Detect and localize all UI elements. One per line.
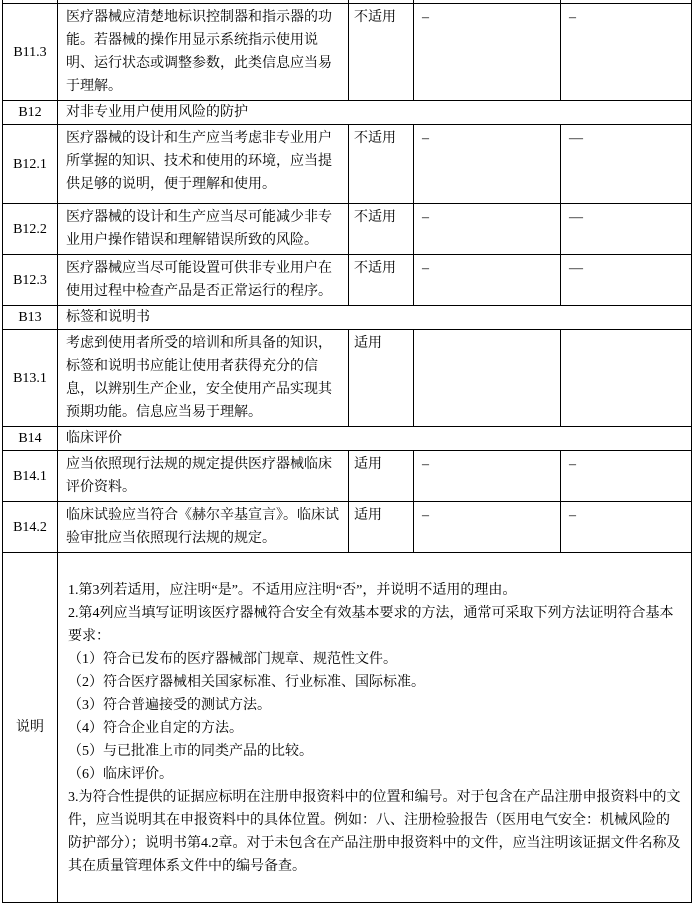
- method-cell: –: [414, 125, 561, 204]
- table-row-section-b12: [3, 101, 692, 125]
- section-title-cell: 对非专业用户使用风险的防护: [58, 101, 692, 125]
- table-row-b12-2: [3, 204, 692, 255]
- applicable-cell: 适用: [349, 451, 414, 502]
- note-paragraph: （2）符合医疗器械相关国家标准、行业标准、国际标准。: [68, 675, 425, 690]
- method-cell: –: [414, 502, 561, 553]
- table-row-section-b14: [3, 427, 692, 451]
- row-id-cell: B12.3: [3, 255, 58, 306]
- note-paragraph: （5）与已批准上市的同类产品的比较。: [68, 744, 313, 759]
- requirement-cell: 考虑到使用者所受的培训和所具备的知识，标签和说明书应能让使用者获得充分的信息，以辨别生产企业，安全使用产品实现其预期功能。信息应当易于理解。: [58, 330, 349, 427]
- note-paragraph: （3）符合普遍接受的测试方法。: [68, 698, 271, 713]
- requirement-cell: 医疗器械应当尽可能设置可供非专业用户在使用过程中检查产品是否正常运行的程序。: [58, 255, 349, 306]
- row-id-cell: B12.2: [3, 204, 58, 255]
- note-paragraph: 2.第4列应当填写证明该医疗器械符合安全有效基本要求的方法，通常可采取下列方法证明符合基本要求：: [68, 606, 674, 644]
- applicable-cell: 不适用: [349, 4, 414, 101]
- evidence-cell: [561, 330, 692, 427]
- row-id-cell: B13.1: [3, 330, 58, 427]
- table-row-b11-3: [3, 4, 692, 101]
- table-row-b13-1: [3, 330, 692, 427]
- table-row-b14-1: [3, 451, 692, 502]
- table-row-notes: [3, 553, 692, 903]
- table-row-b12-3: [3, 255, 692, 306]
- section-title-cell: 标签和说明书: [58, 306, 692, 330]
- method-cell: –: [414, 204, 561, 255]
- table-row-b12-1: [3, 125, 692, 204]
- row-id-cell: B12.1: [3, 125, 58, 204]
- note-paragraph: 3.为符合性提供的证据应标明在注册申报资料中的位置和编号。对于包含在产品注册申报资料中的文件，应当说明其在申报资料中的具体位置。例如：八、注册检验报告（医用电气安全：机械风险的防护部分）；说明书第4.2章。对于未包含在产品注册申报资料中的文件，应当注明该证据文件名称及其在质量管理体系文件中的编号备查。: [68, 790, 681, 874]
- applicable-cell: 不适用: [349, 204, 414, 255]
- evidence-cell: —: [561, 125, 692, 204]
- table-row-b14-2: [3, 502, 692, 553]
- evidence-cell: –: [561, 4, 692, 101]
- row-id-cell: B11.3: [3, 4, 58, 101]
- row-id-cell: B14.2: [3, 502, 58, 553]
- section-id-cell: B13: [3, 306, 58, 330]
- notes-content-cell: [58, 553, 692, 903]
- requirement-cell: 医疗器械的设计和生产应当考虑非专业用户所掌握的知识、技术和使用的环境，应当提供足够的说明，便于理解和使用。: [58, 125, 349, 204]
- section-title-cell: 临床评价: [58, 427, 692, 451]
- section-id-cell: B12: [3, 101, 58, 125]
- evidence-cell: —: [561, 204, 692, 255]
- evidence-cell: –: [561, 451, 692, 502]
- applicable-cell: 不适用: [349, 255, 414, 306]
- requirement-cell: 应当依照现行法规的规定提供医疗器械临床评价资料。: [58, 451, 349, 502]
- applicable-cell: 适用: [349, 502, 414, 553]
- note-paragraph: 1.第3列若适用，应注明“是”。不适用应注明“否”，并说明不适用的理由。: [68, 583, 517, 598]
- applicable-cell: 不适用: [349, 125, 414, 204]
- method-cell: –: [414, 4, 561, 101]
- method-cell: –: [414, 255, 561, 306]
- notes-label-cell: 说明: [3, 553, 58, 903]
- applicable-cell: 适用: [349, 330, 414, 427]
- method-cell: [414, 330, 561, 427]
- requirement-cell: 临床试验应当符合《赫尔辛基宣言》。临床试验审批应当依照现行法规的规定。: [58, 502, 349, 553]
- note-paragraph: （6）临床评价。: [68, 767, 173, 782]
- method-cell: –: [414, 451, 561, 502]
- essential-requirements-table: [2, 0, 692, 903]
- row-id-cell: B14.1: [3, 451, 58, 502]
- table-row-section-b13: [3, 306, 692, 330]
- note-paragraph: （4）符合企业自定的方法。: [68, 721, 243, 736]
- section-id-cell: B14: [3, 427, 58, 451]
- note-paragraph: （1）符合已发布的医疗器械部门规章、规范性文件。: [68, 652, 397, 667]
- evidence-cell: —: [561, 255, 692, 306]
- requirement-cell: 医疗器械应清楚地标识控制器和指示器的功能。若器械的操作用显示系统指示使用说明、运行状态或调整参数，此类信息应当易于理解。: [58, 4, 349, 101]
- evidence-cell: –: [561, 502, 692, 553]
- requirement-cell: 医疗器械的设计和生产应当尽可能减少非专业用户操作错误和理解错误所致的风险。: [58, 204, 349, 255]
